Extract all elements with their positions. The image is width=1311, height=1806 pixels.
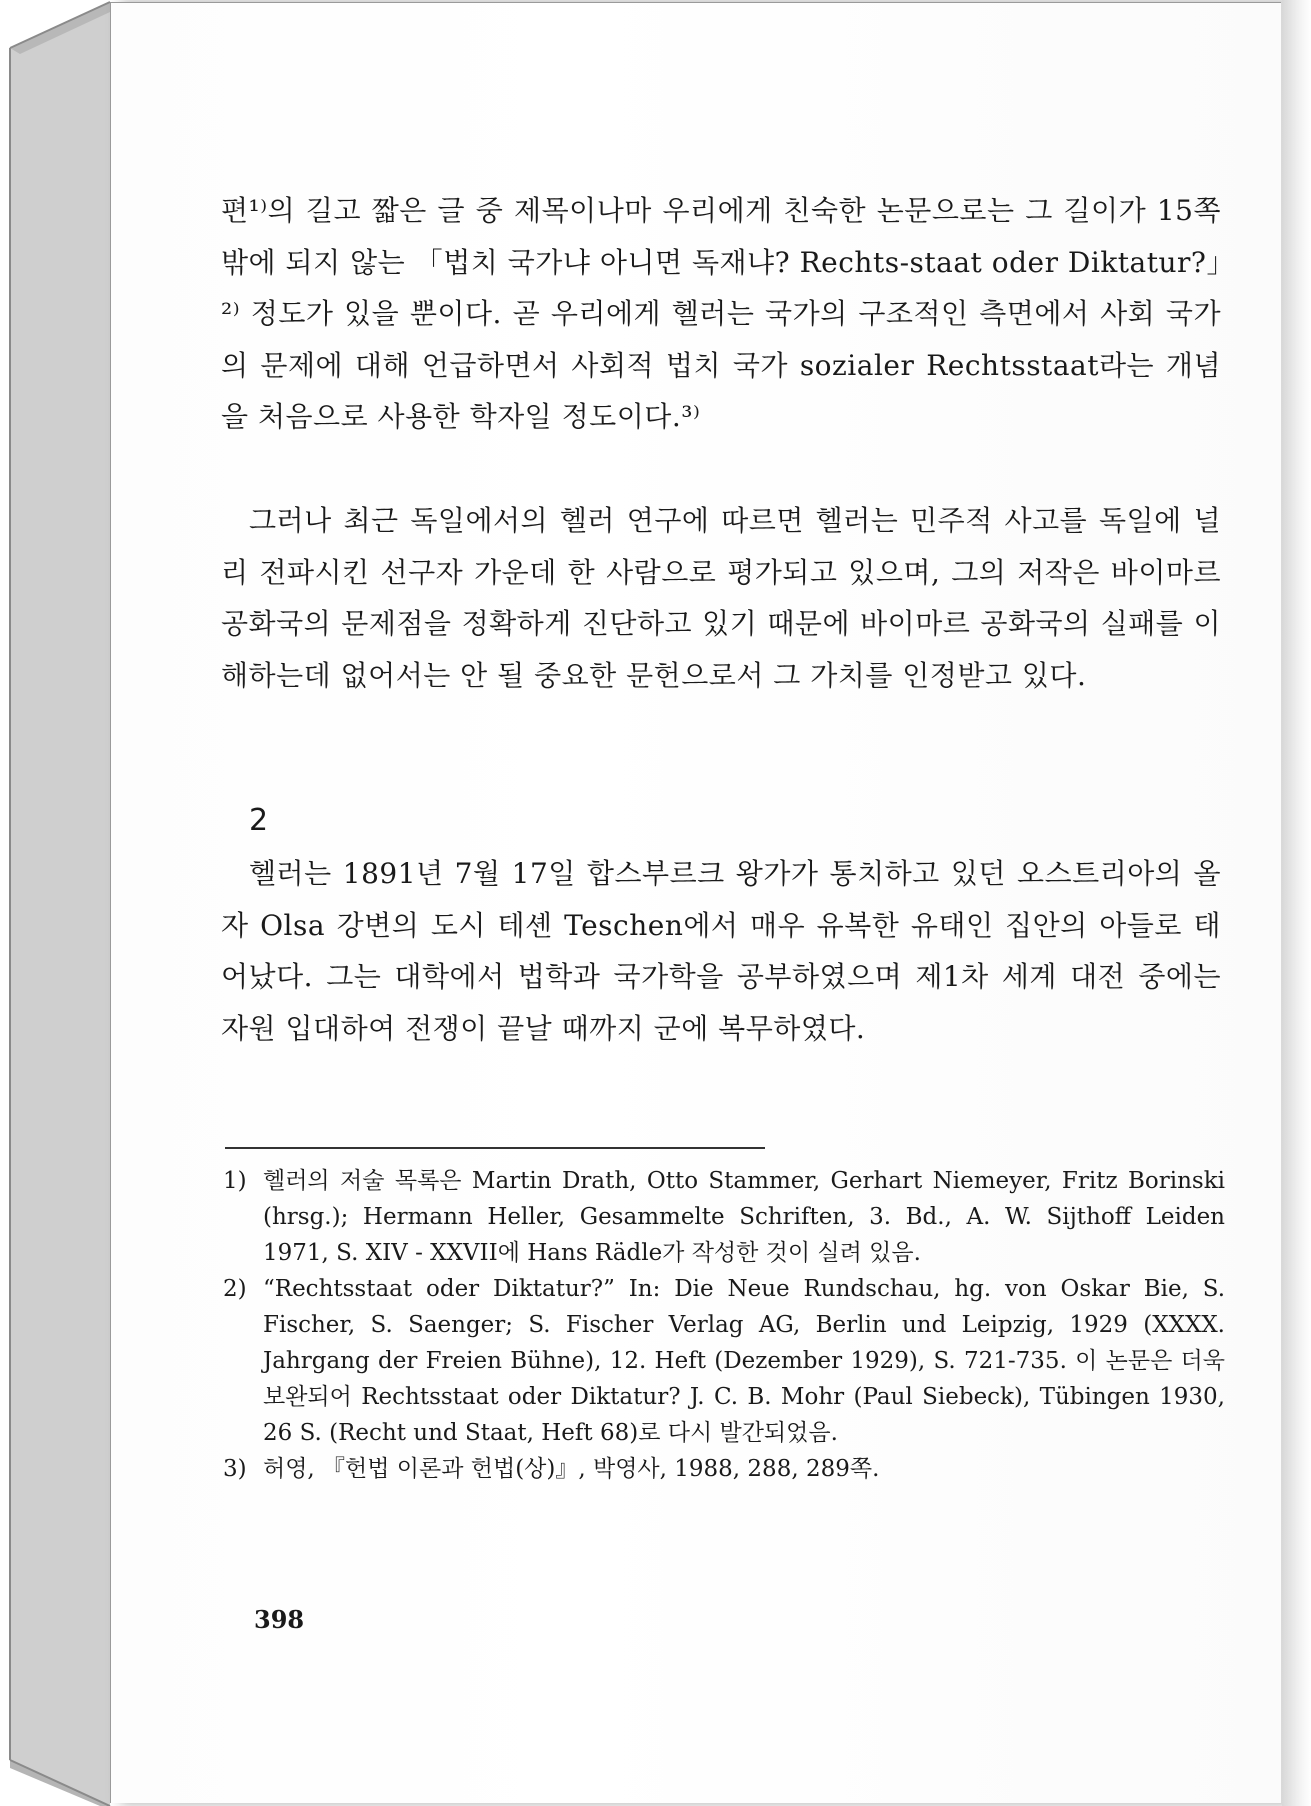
footnote-divider — [225, 1147, 765, 1149]
footnote-number: 3) — [223, 1456, 247, 1482]
footnote-3 — [223, 1451, 1225, 1487]
page-edge-shadow — [1282, 0, 1311, 1806]
section-heading: 2 — [249, 803, 269, 838]
footnote-number: 2) — [223, 1276, 247, 1302]
body-paragraph-1: 편¹⁾의 길고 짧은 글 중 제목이나마 우리에게 친숙한 논문으로는 그 길이가 15쪽밖에 되지 않는 「법치 국가냐 아니면 독재냐? Rechts-staat oder Diktatur?」²⁾ 정도가 있을 뿐이다. 곧 우리에게 헬러는 국가의 구조적인 측면에서 사회 국가의 문제에 대해 언급하면서 사회적 법치 국가 sozialer Rechtsstaat라는 개념을 처음으로 사용한 학자일 정도이다.³⁾ — [221, 194, 1221, 433]
book-page — [110, 2, 1281, 1803]
footnote-2 — [223, 1271, 1225, 1451]
book-spine — [0, 0, 112, 1806]
footnotes — [223, 1163, 1225, 1487]
footnote-number: 1) — [223, 1168, 247, 1194]
body-paragraph-2: 그러나 최근 독일에서의 헬러 연구에 따르면 헬러는 민주적 사고를 독일에 널리 전파시킨 선구자 가운데 한 사람으로 평가되고 있으며, 그의 저작은 바이마르 공화국의 문제점을 정확하게 진단하고 있기 때문에 바이마르 공화국의 실패를 이해하는데 없어서는 안 될 중요한 문헌으로서 그 가치를 인정받고 있다. — [221, 504, 1221, 692]
footnote-text: “Rechtsstaat oder Diktatur?” In: Die Neue Rundschau, hg. von Oskar Bie, S. Fischer, S. Saenger; S. Fischer Verlag AG, Berlin und Leipzig, 1929 (XXXX. Jahrgang der Freien Bühne), 12. Heft (Dezember 1929), S. 721-735. 이 논문은 더욱 보완되어 Rechtsstaat oder Diktatur? J. C. B. Mohr (Paul Siebeck), Tübingen 1930, 26 S. (Recht und Staat, Heft 68)로 다시 발간되었음. — [263, 1276, 1225, 1446]
footnote-1 — [223, 1163, 1225, 1271]
body-paragraph-3: 헬러는 1891년 7월 17일 합스부르크 왕가가 통치하고 있던 오스트리아의 올자 Olsa 강변의 도시 테셴 Teschen에서 매우 유복한 유태인 집안의 아들로 태어났다. 그는 대학에서 법학과 국가학을 공부하였으며 제1차 세계 대전 중에는 자원 입대하여 전쟁이 끝날 때까지 군에 복무하였다. — [221, 857, 1221, 1045]
footnote-text: 헬러의 저술 목록은 Martin Drath, Otto Stammer, Gerhart Niemeyer, Fritz Borinski (hrsg.); Hermann Heller, Gesammelte Schriften, 3. Bd., A. W. Sijthoff Leiden 1971, S. XIV - XXVII에 Hans Rädle가 작성한 것이 실려 있음. — [263, 1168, 1225, 1266]
footnote-text: 허영, 『헌법 이론과 헌법(상)』, 박영사, 1988, 288, 289쪽. — [263, 1456, 880, 1482]
page-number: 398 — [254, 1605, 305, 1634]
